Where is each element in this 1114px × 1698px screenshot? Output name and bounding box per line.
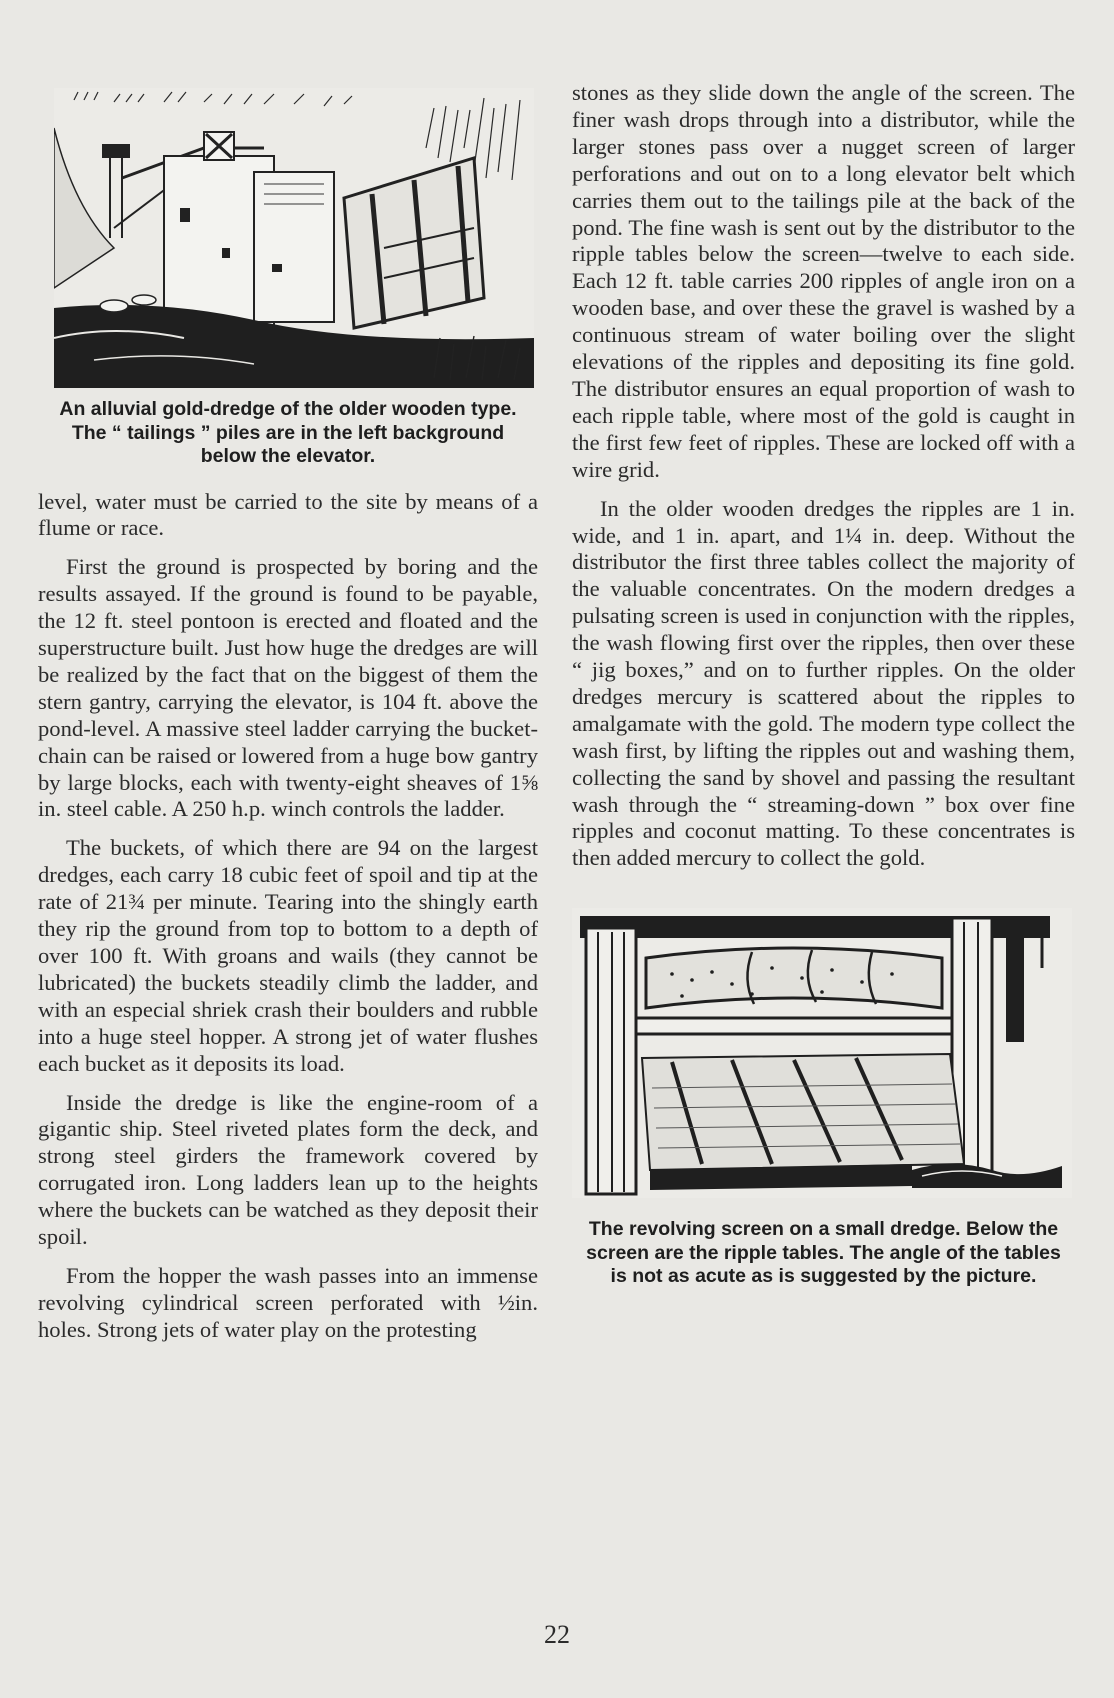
right-column xyxy=(572,80,1075,1289)
left-paragraph-2: First the ground is prospected by boring and the results assayed. If the ground is found to be payable, the 12 ft. steel pontoon is erected and floated and the superstructure built. Just how huge the dredges are will be realized by the fact that on the biggest of them the stern gantry, carrying the elevator, is 104 ft. above the pond-level. A massive steel ladder carrying the bucket-chain can be raised or lowered from a huge bow gantry by large blocks, each with twenty-eight sheaves of 1⅝ in. steel cable. A 250 h.p. winch controls the ladder. xyxy=(38,554,538,822)
left-paragraph-1: level, water must be carried to the site by means of a flume or race. xyxy=(38,488,538,541)
right-paragraph-1: stones as they slide down the angle of the screen. The finer wash drops through into a distributor, while the larger stones pass over a nugget screen of larger perforations and out on to a long elevator belt which carries them out to the tailings pile at the back of the pond. The fine wash is sent out by the distributor to the ripple tables below the screen—twelve to each side. Each 12 ft. table carries 200 ripples of angle iron on a wooden base, and over these the gravel is washed by a continuous stream of water boiling over the slight elevations of the ripples and depositing its fine gold. The distributor ensures an equal proportion of wash to each ripple table, where most of the gold is caught in the first few feet of ripples. These are locked off with a wire grid. xyxy=(572,80,1075,482)
right-paragraph-2: In the older wooden dredges the ripples are 1 in. wide, and 1 in. apart, and 1¼ in. deep. Without the distributor the first three tables collect the majority of the valuable concentrates. On the modern dredges a pulsating screen is used in conjunction with the ripples, the wash flowing first over the ripples, then over these “ jig boxes,” and on to further ripples. On the older dredges mercury is scattered about the ripples to amalgamate with the gold. The modern type collect the wash first, by lifting the ripples out and washing them, collecting the sand by shovel and passing the resultant wash through the “ streaming-down ” box over fine ripples and coconut matting. To these concentrates is then added mercury to collect the gold. xyxy=(572,495,1075,871)
left-column xyxy=(38,88,538,1356)
figure-1-caption: An alluvial gold-dredge of the older wooden type. The “ tailings ” piles are in the left background below the elevator. xyxy=(59,398,517,467)
left-paragraph-4: Inside the dredge is like the engine-room of a gigantic ship. Steel riveted plates form the deck, and strong steel girders the framework covered by corrugated iron. Long ladders lean up to the heights where the buckets can be watched as they deposit their spoil. xyxy=(38,1089,538,1250)
figure-2-caption: The revolving screen on a small dredge. Below the screen are the ripple tables. The angle of the tables is not as acute as is suggested by the picture. xyxy=(586,1218,1061,1288)
revolving-screen-illustration xyxy=(572,908,1072,1198)
left-paragraph-5: From the hopper the wash passes into an immense revolving cylindrical screen perforated with ½in. holes. Strong jets of water play on the protesting xyxy=(38,1262,538,1342)
left-paragraph-3: The buckets, of which there are 94 on the largest dredges, each carry 18 cubic feet of spoil and tip at the rate of 21¾ per minute. Tearing into the shingly earth they rip the ground from top to bottom to a depth of over 100 ft. With groans and wails (they cannot be lubricated) the buckets steadily climb the ladder, and with an especial shriek crash their boulders and rubble into a huge steel hopper. A strong jet of water flushes each bucket as it deposits its load. xyxy=(38,835,538,1076)
page-number: 22 xyxy=(544,1620,570,1649)
gold-dredge-illustration xyxy=(54,88,534,388)
